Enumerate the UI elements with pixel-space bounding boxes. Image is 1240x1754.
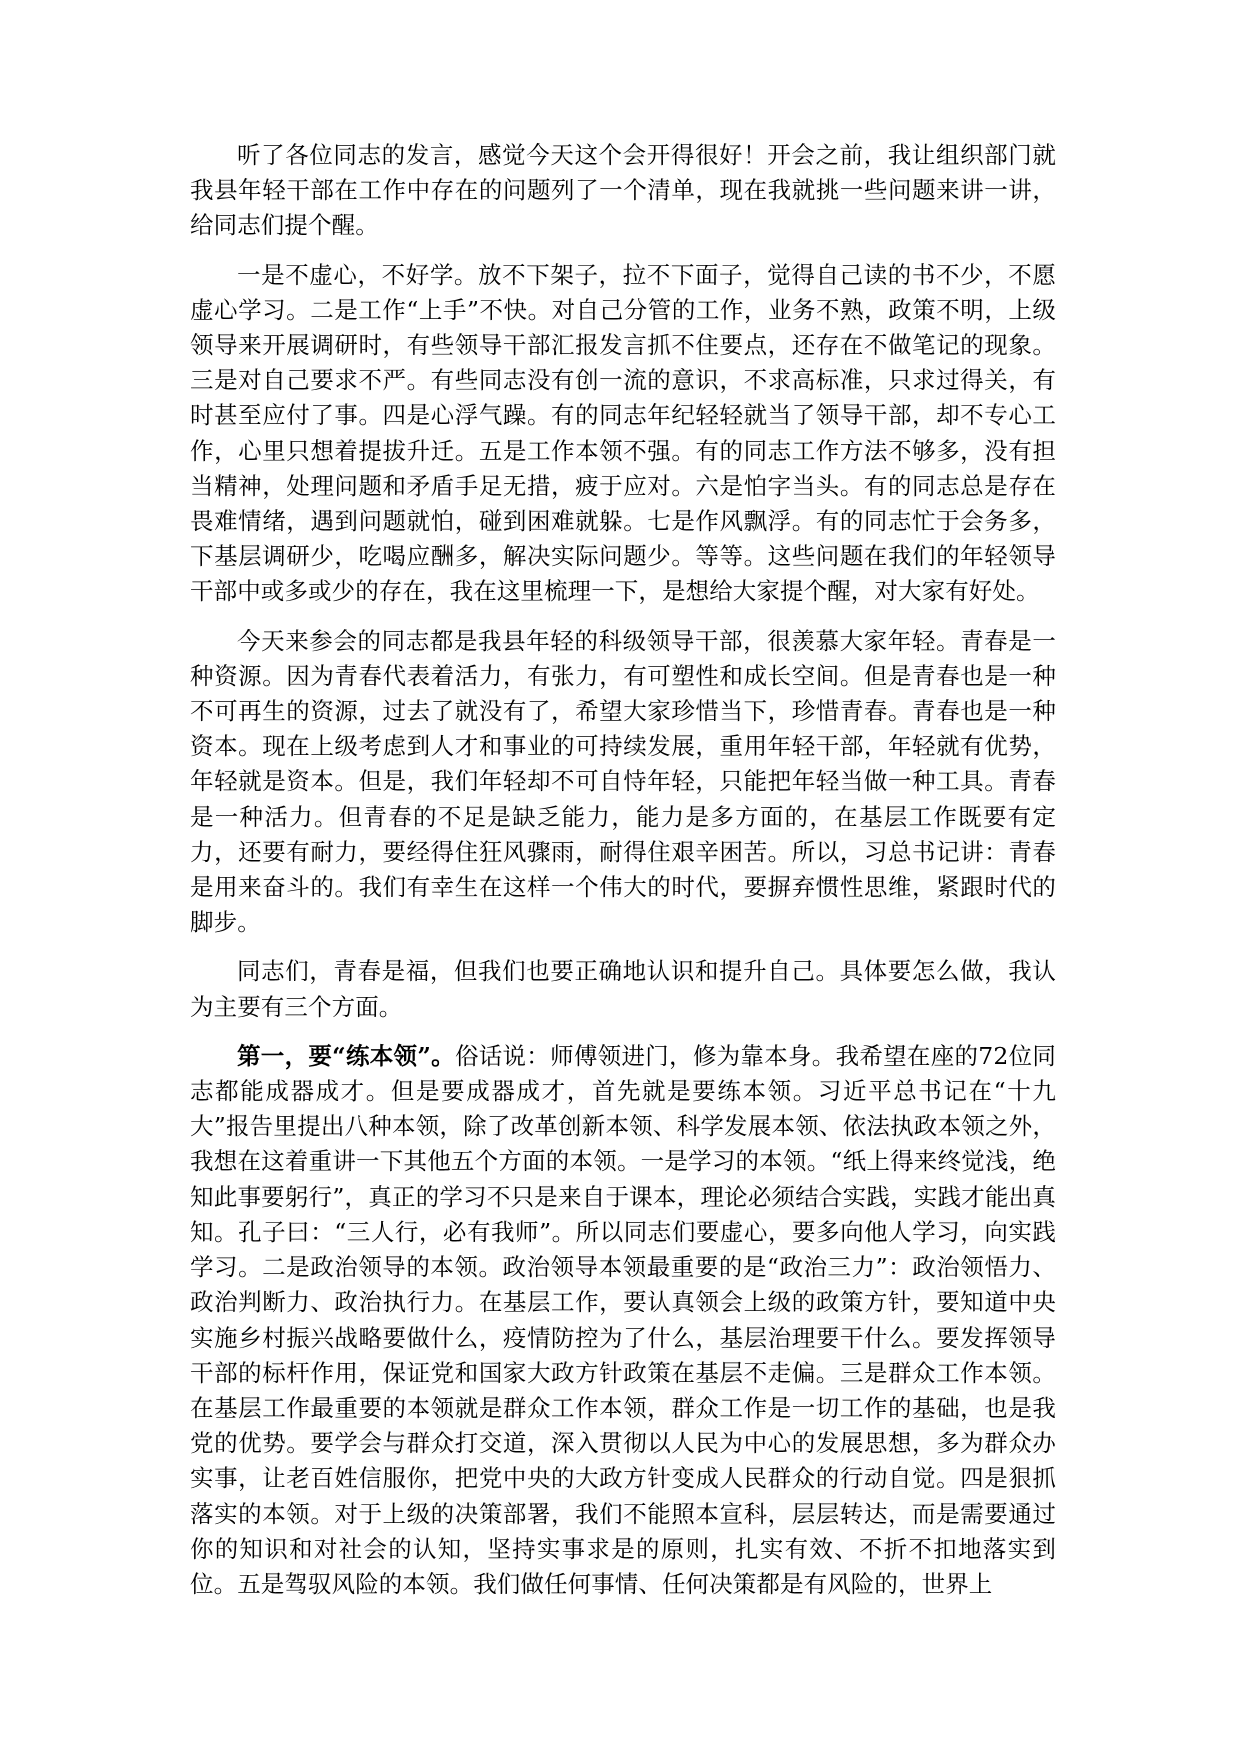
paragraph-2: 一是不虚心，不好学。放不下架子，拉不下面子，觉得自己读的书不少，不愿虚心学习。二是工作“上手”不快。对自己分管的工作，业务不熟，政策不明，上级领导来开展调研时，有些领导干部汇报发言抓不住要点，还存在不做笔记的现象。三是对自己要求不严。有些同志没有创一流的意识，不求高标准，只求过得关，有时甚至应付了事。四是心浮气躁。有的同志年纪轻轻就当了领导干部，却不专心工作，心里只想着提拔升迁。五是工作本领不强。有的同志工作方法不够多，没有担当精神，处理问题和矛盾手足无措，疲于应对。六是怕字当头。有的同志总是存在畏难情绪，遇到问题就怕，碰到困难就躲。七是作风飘浮。有的同志忙于会务多，下基层调研少，吃喝应酬多，解决实际问题少。等等。这些问题在我们的年轻领导干部中或多或少的存在，我在这里梳理一下，是想给大家提个醒，对大家有好处。 <box>190 260 1056 606</box>
document-body <box>190 138 1056 1602</box>
section-body-text: 俗话说：师傅领进门，修为靠本身。我希望在座的72位同志都能成器成才。但是要成器成才，首先就是要练本领。习近平总书记在“十九大”报告里提出八种本领，除了改革创新本领、科学发展本领、依法执政本领之外，我想在这着重讲一下其他五个方面的本领。一是学习的本领。“纸上得来终觉浅，绝知此事要躬行”，真正的学习不只是来自于课本，理论必须结合实践，实践才能出真知。孔子曰：“三人行，必有我师”。所以同志们要虚心，要多向他人学习，向实践学习。二是政治领导的本领。政治领导本领最重要的是“政治三力”：政治领悟力、政治判断力、政治执行力。在基层工作，要认真领会上级的政策方针，要知道中央实施乡村振兴战略要做什么，疫情防控为了什么，基层治理要干什么。要发挥领导干部的标杆作用，保证党和国家大政方针政策在基层不走偏。三是群众工作本领。在基层工作最重要的本领就是群众工作本领，群众工作是一切工作的基础，也是我党的优势。要学会与群众打交道，深入贯彻以人民为中心的发展思想，多为群众办实事，让老百姓信服你，把党中央的大政方针变成人民群众的行动自觉。四是狠抓落实的本领。对于上级的决策部署，我们不能照本宣科，层层转达，而是需要通过你的知识和对社会的认知，坚持实事求是的原则，扎实有效、不折不扣地落实到位。五是驾驭风险的本领。我们做任何事情、任何决策都是有风险的，世界上 <box>190 1041 1056 1598</box>
paragraph-3: 今天来参会的同志都是我县年轻的科级领导干部，很羡慕大家年轻。青春是一种资源。因为青春代表着活力，有张力，有可塑性和成长空间。但是青春也是一种不可再生的资源，过去了就没有了，希望大家珍惜当下，珍惜青春。青春也是一种资本。现在上级考虑到人才和事业的可持续发展，重用年轻干部，年轻就有优势，年轻就是资本。但是，我们年轻却不可自恃年轻，只能把年轻当做一种工具。青春是一种活力。但青春的不足是缺乏能力，能力是多方面的，在基层工作既要有定力，还要有耐力，要经得住狂风骤雨，耐得住艰辛困苦。所以，习总书记讲：青春是用来奋斗的。我们有幸生在这样一个伟大的时代，要摒弃惯性思维，紧跟时代的脚步。 <box>190 626 1056 937</box>
section-heading-lead: 第一，要“练本领”。 <box>237 1041 455 1070</box>
paragraph-1: 听了各位同志的发言，感觉今天这个会开得很好！开会之前，我让组织部门就我县年轻干部在工作中存在的问题列了一个清单，现在我就挑一些问题来讲一讲，给同志们提个醒。 <box>190 141 1056 240</box>
paragraph-4: 同志们，青春是福，但我们也要正确地认识和提升自己。具体要怎么做，我认为主要有三个方面。 <box>190 957 1056 1021</box>
paragraph-5 <box>190 1039 1056 1602</box>
